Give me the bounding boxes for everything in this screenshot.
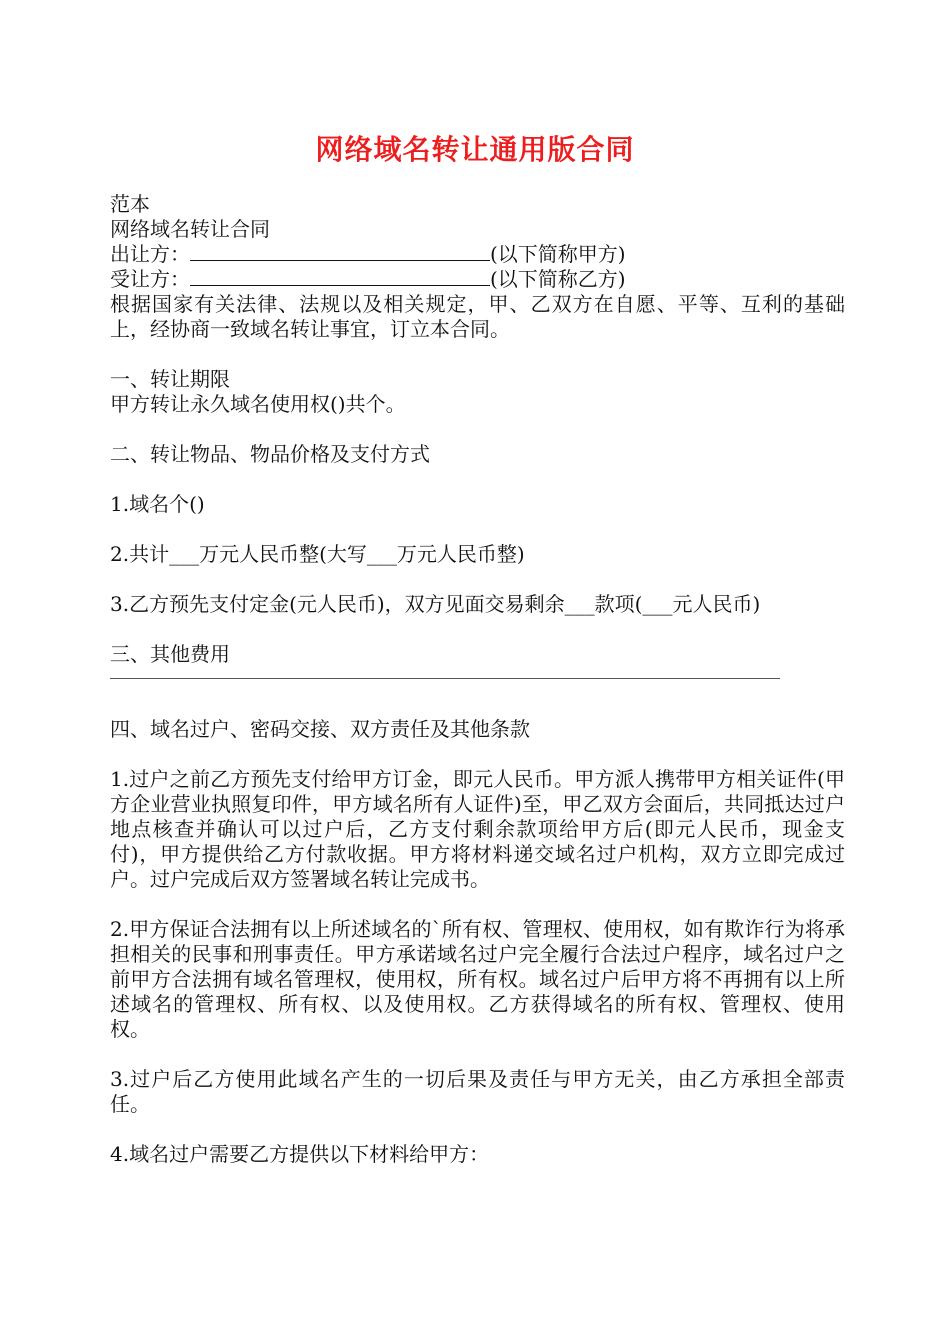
section-2-item-1: 1.域名个() bbox=[110, 492, 205, 516]
transferee-label: 受让方： bbox=[110, 267, 190, 291]
section-3-heading: 三、其他费用 bbox=[110, 642, 230, 666]
transferee-blank bbox=[190, 267, 490, 286]
transferor-suffix: (以下简称甲方) bbox=[490, 242, 626, 266]
line-contract-name: 网络域名转让合同 bbox=[110, 217, 270, 241]
section-1-heading: 一、转让期限 bbox=[110, 367, 230, 391]
section-4-item-3: 3.过户后乙方使用此域名产生的一切后果及责任与甲方无关，由乙方承担全部责任。 bbox=[110, 1067, 845, 1116]
transferor-blank bbox=[190, 242, 490, 261]
line-transferee bbox=[110, 267, 845, 292]
section-2-item-2: 2.共计___万元人民币整(大写___万元人民币整) bbox=[110, 542, 525, 566]
line-template: 范本 bbox=[110, 192, 150, 216]
line-transferor bbox=[110, 242, 845, 267]
transferee-suffix: (以下简称乙方) bbox=[490, 267, 626, 291]
section-3-blank-line bbox=[110, 667, 780, 679]
section-1-text: 甲方转让永久域名使用权()共个。 bbox=[110, 392, 406, 416]
preamble: 根据国家有关法律、法规以及相关规定，甲、乙双方在自愿、平等、互利的基础上，经协商一致域名转让事宜，订立本合同。 bbox=[110, 292, 845, 341]
section-4-heading: 四、域名过户、密码交接、双方责任及其他条款 bbox=[110, 717, 530, 741]
document-body bbox=[110, 192, 845, 1167]
section-2-heading: 二、转让物品、物品价格及支付方式 bbox=[110, 442, 430, 466]
section-4-item-1: 1.过户之前乙方预先支付给甲方订金，即元人民币。甲方派人携带甲方相关证件(甲方企业营业执照复印件，甲方域名所有人证件)至，甲乙双方会面后，共同抵达过户地点核查并确认可以过户后，乙方支付剩余款项给甲方后(即元人民币，现金支付)，甲方提供给乙方付款收据。甲方将材料递交域名过户机构，双方立即完成过户。过户完成后双方签署域名转让完成书。 bbox=[110, 767, 845, 891]
transferor-label: 出让方： bbox=[110, 242, 190, 266]
section-4-item-2: 2.甲方保证合法拥有以上所述域名的`所有权、管理权、使用权，如有欺诈行为将承担相关的民事和刑事责任。甲方承诺域名过户完全履行合法过户程序，域名过户之前甲方合法拥有域名管理权，使用权，所有权。域名过户后甲方将不再拥有以上所述域名的管理权、所有权、以及使用权。乙方获得域名的所有权、管理权、使用权。 bbox=[110, 917, 845, 1041]
section-2-item-3: 3.乙方预先支付定金(元人民币)，双方见面交易剩余___款项(___元人民币) bbox=[110, 592, 761, 616]
document-title: 网络域名转让通用版合同 bbox=[315, 133, 635, 166]
section-4-item-4: 4.域名过户需要乙方提供以下材料给甲方： bbox=[110, 1142, 490, 1166]
